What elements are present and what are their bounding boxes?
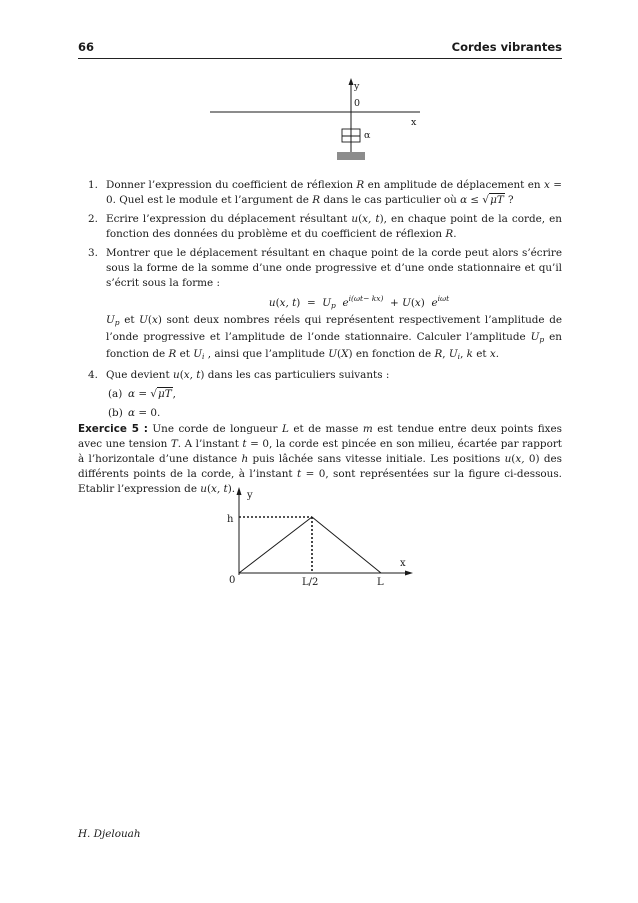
fig2-x-arrow — [405, 571, 413, 576]
q1-text: Donner l’expression du coefficient de réflexion R en amplitude de déplacement en x = 0. Quel est le module et l’argument de R dans le cas particulier où α ≤ √μT ? — [106, 179, 562, 206]
exercise-5-title: Exercice 5 : — [78, 423, 148, 435]
q3-number: 3. — [88, 247, 98, 259]
fig2-label-x: x — [400, 558, 406, 569]
q4-text: Que devient u(x, t) dans les cas particuliers suivants : — [106, 369, 390, 381]
exercise-5: Exercice 5 : Une corde de longueur L et de masse m est tendue entre deux points fixes avec une tension T. A l’instant t = 0, la corde est pincée en son milieu, écartée par rapport à l’horizontale d’une distance h puis lâchée sans vitesse initiale. Les positions u(x, 0) des différents points de la corde, à l’instant t = 0, sont représentées sur la figure ci-dessous. Etablir l’expression de u(x, t). — [78, 423, 562, 495]
chapter-title: Cordes vibrantes — [451, 40, 562, 54]
fig2-label-h: h — [227, 514, 234, 525]
page-number: 66 — [78, 40, 95, 54]
q4-case-b: (b) α = 0. — [108, 407, 161, 419]
q3-text-2: $U_p$ et U(x) sont deux nombres réels qui représentent respectivement l’amplitude de l’onde progressive et l’amplitude de l’onde stationnaire. Calculer l’amplitude $U_p$ en fonction de R et $U_i$ , ainsi que l’amplitude U(X) en fonction de R, $U_i$, k et x. — [106, 314, 562, 361]
q2-number: 2. — [88, 213, 98, 225]
page-footer: H. Djelouah — [78, 828, 141, 840]
q3-text: Montrer que le déplacement résultant en chaque point de la corde peut alors s’écrire sous la forme de la somme d’une onde progressive et d’une onde stationnaire et qu’il s’écrit sous la forme : — [106, 247, 562, 289]
fig2-label-origin: 0 — [229, 575, 236, 586]
q2-text: Ecrire l’expression du déplacement résultant u(x, t), en chaque point de la corde, en fonction des données du problème et du coefficient de réflexion R. — [106, 213, 562, 240]
q1-number: 1. — [88, 179, 98, 191]
fig2-label-half: L/2 — [302, 577, 319, 588]
fig2-label-y: y — [247, 490, 253, 501]
fig1-label-y: y — [354, 81, 360, 92]
q4-number: 4. — [88, 369, 98, 381]
fig2-label-L: L — [377, 577, 384, 588]
q4-case-a: (a) α = √μT, — [108, 388, 176, 400]
string-profile — [239, 517, 381, 573]
fig1-label-x: x — [411, 117, 417, 128]
fig1-label-alpha: α — [364, 130, 371, 141]
q3-formula: u(x, $t) = U_p$ $e^{i(\omega t- kx)} + U(x)$ $e^{i\omega t}$ — [268, 294, 450, 310]
fig1-label-origin: 0 — [354, 98, 361, 109]
fig2-y-arrow — [237, 487, 242, 495]
